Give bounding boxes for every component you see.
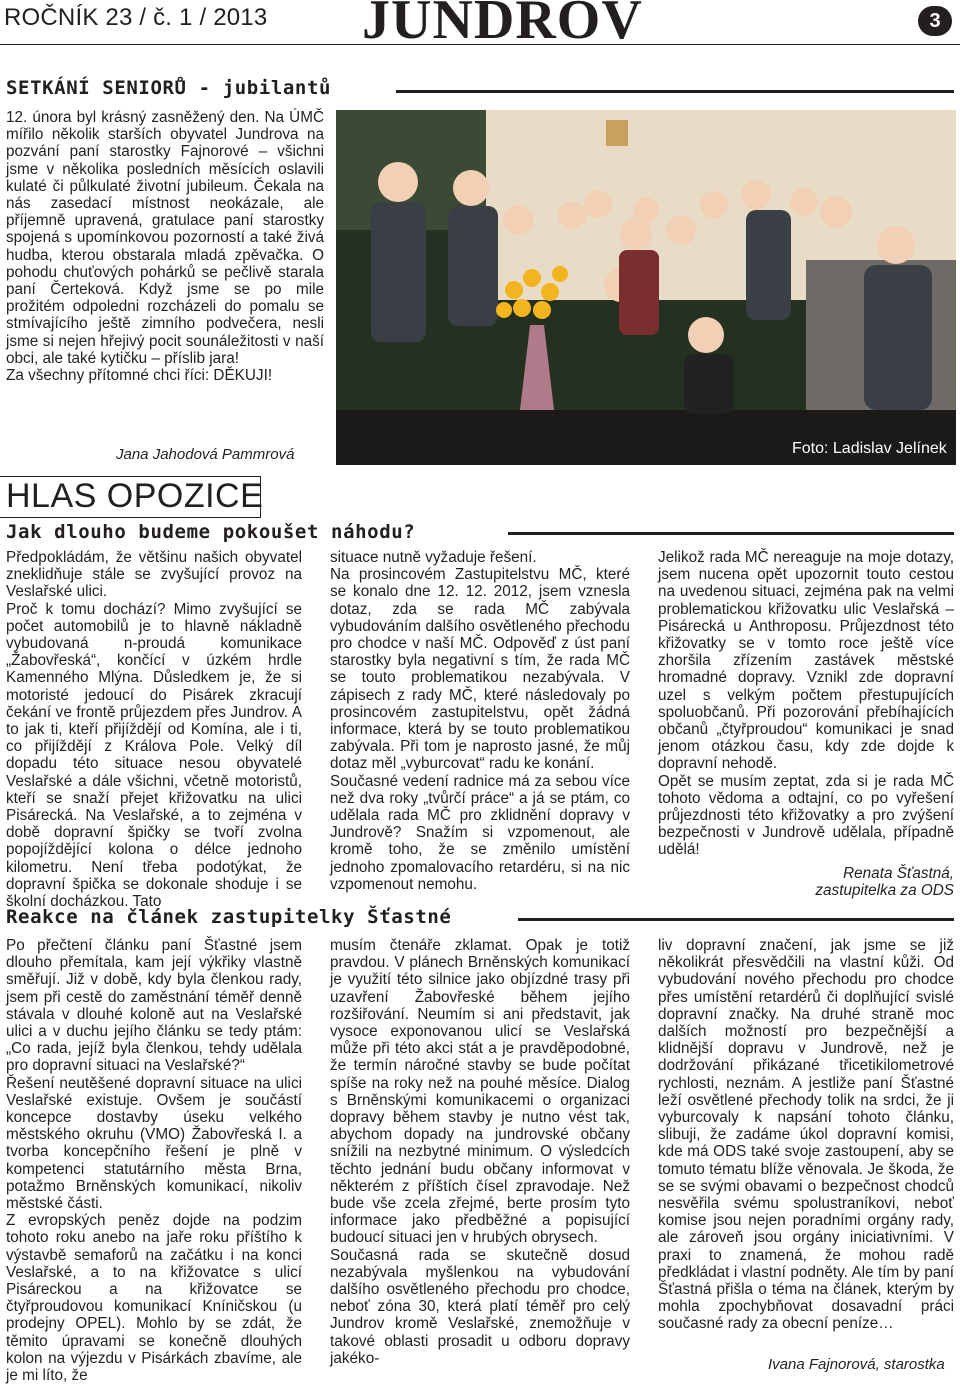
paragraph: Z evropských peněz dojde na podzim tohoto roku anebo na jaře roku příštího k výstavbě semaforů na začátku i na konci Veslařské, a to na křižovatce s ulicí Pisáreckou a na křižovatce se čtyřproudovou komunikací Kníničskou (u prodejny OPEL). Mohlo by se zdát, že těmito úpravami se konečně dlouhých kolon na výjezdu v Pisárkách zbavíme, ale je mi líto, že [6,1212,302,1384]
header-divider [0,44,960,45]
masthead-title: JUNDROV [362,0,643,51]
section-banner [0,476,954,516]
paragraph: Na prosincovém Zastupitelstvu MČ, které se konalo dne 12. 12. 2012, jsem vznesla dotaz, zda se rada MČ zabývala vybudováním dalšího osvětleného přechodu pro chodce v naší MČ. Odpověď z úst paní starostky byla negativní s tím, že rada MČ se touto problematikou nezabývala. V zápisech z rady MČ, které následovaly po prosincovém zastupitelstvu, opět žádná informace, která by se touto problematikou zabývala. Při tom je naprosto jasné, že můj dotaz měl „vyburcovat“ radu ke konání. [330,566,630,773]
paragraph: Současné vedení radnice má za sebou více než dva roky „tvůrčí práce“ a já se ptám, co udělala rada MČ pro zklidnění dopravy v Jundrově? Snažím si vzpomenout, ale kromě toho, že se změnilo umístění jednoho zpomalovacího retardéru, si na nic vzpomenout nemohu. [330,772,630,893]
paragraph: Po přečtení článku paní Šťastné jsem dlouho přemítala, kam její výkřiky vlastně směřují. Již v době, kdy byla členkou rady, jsem při cestě do zaměstnání téměř denně stávala v dlouhé koloně aut na Veslařské ulici a v duchu jejího článku se tedy ptám: „Co rada, jejíž byla členkou, tehdy udělala pro dopravní situaci na Veslařské?“ [6,937,302,1075]
article2-column-2 [330,549,630,893]
paragraph: Řešení neutěšené dopravní situace na ulici Veslařské existuje. Ovšem je součástí koncepce dostavby úseku velkého městského okruhu (VMO) Žabovřeská I. a tvorba koncepčního řešení je plně v kompetenci statutárního města Brna, potažmo Brněnských komunikací, nikoliv městské části. [6,1074,302,1213]
paragraph: musím čtenáře zklamat. Opak je totiž pravdou. V plánech Brněnských komunikací je využití této silnice jako objízdné trasy při uzavření Žabovřeské během jejího rozšiřování. Neumím si ani představit, jak vysoce exponovanou ulicí se Veslařská může při této akci stát a je pravděpodobné, že termín náročné stavby se bude počítat spíše na roky než na pouhé měsíce. Dialog s Brněnskými komunikacemi o organizaci dopravy během stavby je nutno vést tak, abychom dopady na jundrovské občany snížili na nezbytné minimum. O výsledcích těchto jednání budu občany informovat v některém z příštích čísel zpravodaje. Než bude vše zcela zřejmé, berte prosím tyto informace jako předběžné a popisující budoucí situaci jen v hrubých obrysech. [330,937,630,1247]
article2-signature-name: Renata Šťastná, [843,864,954,882]
article2-signature-role: zastupitelka za ODS [815,881,954,899]
article1-body: 12. února byl krásný zasněžený den. Na ÚMČ mířilo několik starších obyvatel Jundrova na pozvání paní starostky Fajnorové – všichni jsme v několika posledních měsících oslavili kulaté či půlkulaté životní jubileum. Čekala na nás zasedací místnost neokázale, ale příjemně upravená, gratulace paní starostky spojená s upomínkovou pozorností a také živá hudba, kterou obstarala mladá zpěvačka. O pohodu chuťových pohárků se pečlivě starala paní Čerteková. Když jsme se po mile prožitém odpoledni rozcházeli do pomalu se stmívajícího ještě zimního podvečera, nesli jsme si nejen hřejivý pocit sounáležitosti v naší obci, ale také kytičku – příslib jara! [6,109,324,367]
group-photo-image [336,110,956,465]
article2-column-3 [658,549,954,899]
article2-heading: Jak dlouho budeme pokoušet náhodu? [6,521,416,543]
article1-text [6,109,324,384]
heading-rule [518,918,954,921]
paragraph: Proč k tomu dochází? Mimo zvyšující se počet automobilů je to hlavně nákladně vybudovaná n-proudá komunikace „Žabovřeská“, končící v úzkém hrdle Kamenného Mlýna. Důsledkem je, že si motoristé jedoucí do Pisárek zkracují čekání ve frontě průjezdem přes Jundrov. A to jak ti, kteří přijíždějí od Komína, ale i ti, co přijíždějí z Králova Pole. Velký díl dopadu této situace nesou obyvatelé Veslařské a dále všichni, včetně motoristů, kteří se snaží přejet křižovatku na ulici Pisárecká. Na Veslařské, a to zejména v době dopravní špičky se tvoří zvolna popojíždějící kolona o délce jednoho kilometru. Není třeba podotýkat, že dopravní špička se dokonale shoduje i se školní docházkou. Tato [6,600,302,911]
article3-column-1 [6,937,302,1384]
group-photo [336,110,956,465]
article3-column-2 [330,937,630,1367]
issue-label: ROČNÍK 23 / č. 1 / 2013 [4,4,268,31]
article1-signature: Jana Jahodová Pammrová [116,446,295,463]
photo-credit: Foto: Ladislav Jelínek [792,440,947,457]
article1-heading: SETKÁNÍ SENIORŮ - jubilantů [6,77,332,99]
paragraph: Opět se musím zeptat, zda si je rada MČ tohoto vědoma a odtajní, co po vyřešení průjezdnosti této křižovatky a pro zvýšení bezpečnosti v Jundrově udělala, případně udělá! [658,772,954,859]
article3-heading: Reakce na článek zastupitelky Šťastné [6,906,452,928]
paragraph: Předpokládám, že většinu našich obyvatel zneklidňuje stále se zvyšující provoz na Veslařské ulici. [6,549,302,601]
paragraph: Současná rada se skutečně dosud nezabývala myšlenkou na vybudování dalšího osvětleného přechodu pro chodce, neboť zóna 30, která platí téměř pro celý Jundrov kromě Veslařské, znemožňuje v takové oblasti prosadit u odboru dopravy jakéko- [330,1246,630,1367]
article3-signature: Ivana Fajnorová, starostka [768,1356,945,1373]
article2-column-1 [6,549,302,910]
heading-rule [396,90,954,93]
page-number: 3 [918,6,952,36]
paragraph: Jelikož rada MČ nereaguje na moje dotazy, jsem nucena opět upozornit touto cestou na uvedenou situaci, zejména pak na velmi problematickou křižovatku ulic Veslařská – Pisárecká u Anthroposu. Průjezdnost této křižovatky se v tomto roce ještě více zhoršila zřízením zastávek městské hromadné dopravy. Vznikl zde dopravní uzel s velkým počtem přestupujících spoluobčanů. Při pozorování přebíhajících občanů „čtyřproudou“ komunikaci je snad jenom otázkou času, kdy zde dojde k dopravní nehodě. [658,549,954,773]
paragraph: liv dopravní značení, jak jsme se již několikrát přesvědčili na vlastní kůži. Od vybudování nového přechodu pro chodce přes umístění retardérů či doplňující svislé dopravní značky. Na druhé straně moc dalších možností pro bezpečnější a klidnější dopravu v Jundrově, než je dodržování přikázané třicetikilometrové rychlosti, neznám. A jestliže paní Šťastné leží osvětlené přechody tolik na srdci, že ji vyburcovaly k napsání tohoto článku, slibuji, že zadáme úkol dopravní komisi, kde má ODS také svoje zastoupení, aby se tomuto tématu blíže věnovala. Je škoda, že se se svými obavami o bezpečnost chodců nesvěřila svému spolustraníkovi, neboť komise jsou nejen poradními orgány rady, ale zároveň jsou orgány iniciativními. V praxi to znamená, že mohou radě předkládat i vlastní podněty. Ale tím by paní Šťastná přišla o téma na článek, kterým by mohla zpochybňovat dosavadní práci současné rady za obecní peníze… [658,937,954,1333]
section-title: HLAS OPOZICE [6,477,264,515]
paragraph: situace nutně vyžaduje řešení. [330,549,537,566]
heading-rule [508,532,954,535]
article3-column-3 [658,937,954,1333]
article1-closing: Za všechny přítomné chci říci: DĚKUJI! [6,367,273,385]
